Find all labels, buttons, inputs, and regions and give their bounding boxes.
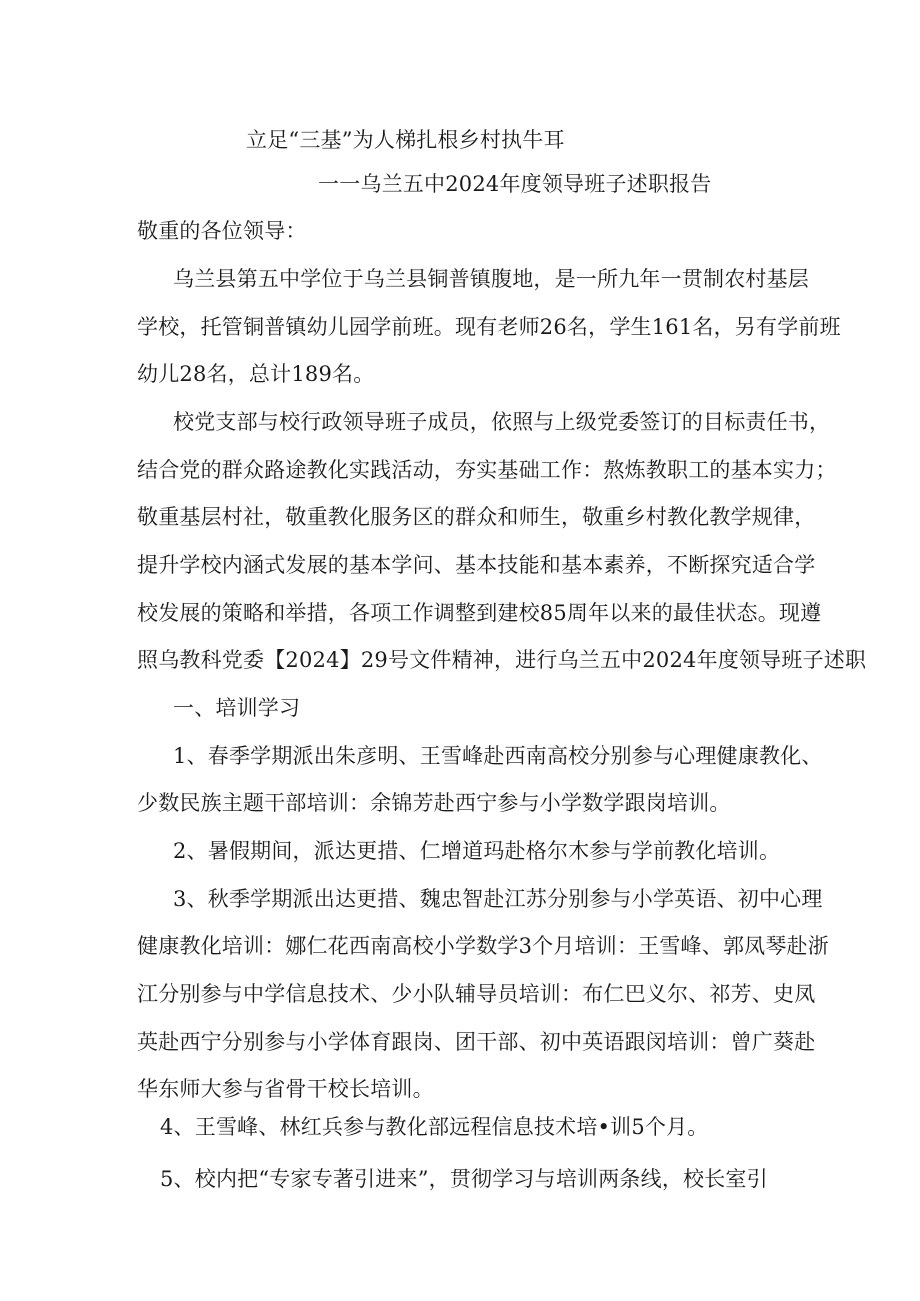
list-item-line: 5、校内把“专家专著引进来”，贯彻学习与培训两条线，校长室引 bbox=[160, 1167, 768, 1191]
paragraph-line: 校党支部与校行政领导班子成员，依照与上级党委签订的目标责任书， bbox=[173, 410, 831, 434]
document-title: 立足“三基”为人梯扎根乡村执牛耳 bbox=[246, 128, 565, 152]
paragraph-line: 敬重基层村社，敬重教化服务区的群众和师生，敬重乡村教化教学规律， bbox=[137, 505, 816, 529]
document-subtitle: 一一乌兰五中2024年度领导班子述职报告 bbox=[318, 172, 712, 196]
list-item-line: 英赴西宁分别参与小学体育跟岗、团干部、初中英语跟闵培训：曾广葵赴 bbox=[137, 1030, 816, 1054]
list-item-line: 2、暑假期间，派达更措、仁增道玛赴格尔木参与学前教化培训。 bbox=[173, 839, 781, 863]
paragraph-line: 学校，托管铜普镇幼儿园学前班。现有老师26名，学生161名，另有学前班 bbox=[137, 315, 841, 339]
list-item-line: 江分别参与中学信息技术、少小队辅导员培训：布仁巴义尔、祁芳、史凤 bbox=[137, 982, 816, 1006]
paragraph-line: 结合党的群众路途教化实践活动，夯实基础工作：熬炼教职工的基本实力； bbox=[137, 458, 837, 482]
list-item-line: 华东师大参与省骨干校长培训。 bbox=[137, 1077, 434, 1101]
paragraph-line: 提升学校内涵式发展的基本学问、基本技能和基本素养，不断探究适合学 bbox=[137, 553, 816, 577]
paragraph-line: 照乌教科党委【2024】29号文件精神，进行乌兰五中2024年度领导班子述职 bbox=[137, 648, 867, 672]
list-item-line: 1、春季学期派出朱彦明、王雪峰赴西南高校分别参与心理健康教化、 bbox=[173, 744, 823, 768]
greeting: 敬重的各位领导： bbox=[137, 219, 307, 243]
paragraph-line: 校发展的策略和举措，各项工作调整到建校85周年以来的最佳状态。现遵 bbox=[137, 601, 822, 625]
list-item-line: 健康教化培训：娜仁花西南高校小学数学3个月培训：王雪峰、郭凤琴赴浙 bbox=[137, 934, 829, 958]
section-heading: 一、培训学习 bbox=[173, 696, 301, 720]
paragraph-line: 幼儿28名，总计189名。 bbox=[137, 362, 375, 386]
list-item-line: 少数民族主题干部培训：余锦芳赴西宁参与小学数学跟岗培训。 bbox=[137, 791, 731, 815]
paragraph-line: 乌兰县第五中学位于乌兰县铜普镇腹地，是一所九年一贯制农村基层 bbox=[173, 267, 809, 291]
list-item-line: 4、王雪峰、林红兵参与教化部远程信息技术培•训5个月。 bbox=[160, 1115, 709, 1139]
list-item-line: 3、秋季学期派出达更措、魏忠智赴江苏分别参与小学英语、初中心理 bbox=[173, 887, 823, 911]
